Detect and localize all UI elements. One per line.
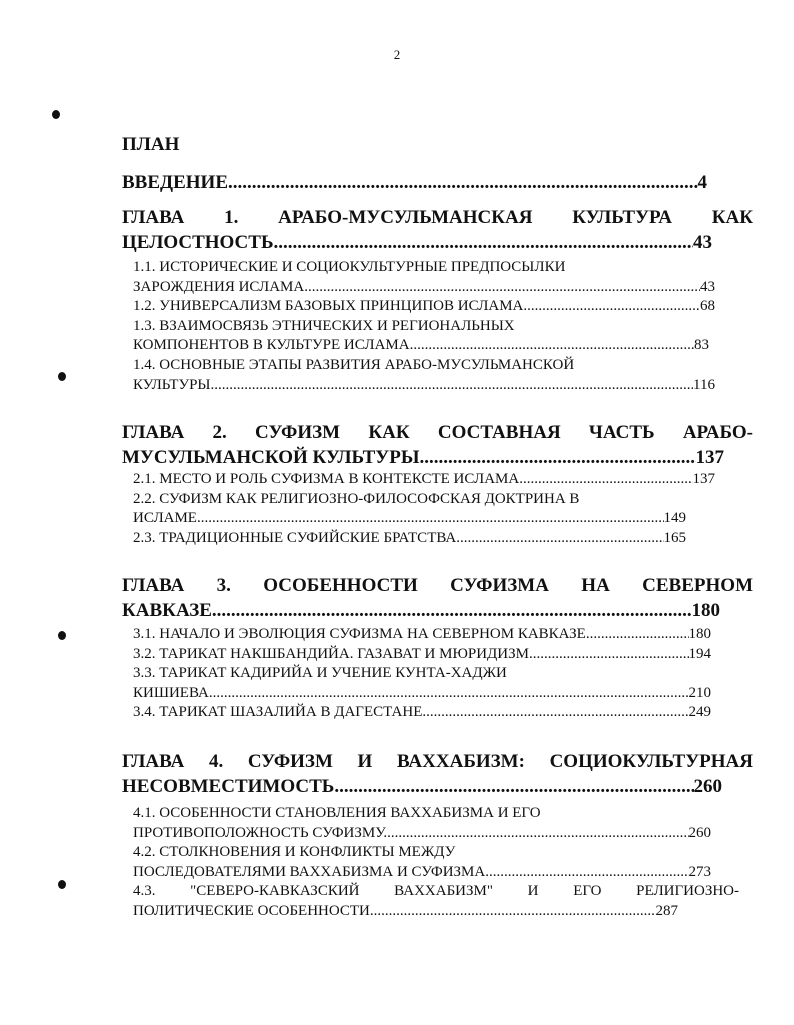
section-entry: ПОЛИТИЧЕСКИЕ ОСОБЕННОСТИ ..... 287	[133, 902, 678, 922]
section-page: 260	[688, 824, 711, 841]
section-entry: 3.4. ТАРИКАТ ШАЗАЛИЙА В ДАГЕСТАНЕ ..... 249	[133, 703, 711, 723]
chapter-sections	[133, 804, 739, 922]
section-entry: ПОСЛЕДОВАТЕЛЯМИ ВАХХАБИЗМА И СУФИЗМА ..... 273	[133, 863, 711, 883]
section-entry: ПРОТИВОПОЛОЖНОСТЬ СУФИЗМУ ..... 260	[133, 824, 711, 844]
chapter-heading-tail: МУСУЛЬМАНСКОЙ КУЛЬТУРЫ ..... 137	[122, 445, 724, 470]
section-page: 165	[663, 529, 686, 546]
section-page: 116	[693, 376, 715, 393]
section-entry: ЗАРОЖДЕНИЯ ИСЛАМА ..... 43	[133, 278, 715, 298]
chapter-page: 137	[695, 447, 724, 468]
section-page: 43	[700, 278, 715, 295]
section-entry: 2.1. МЕСТО И РОЛЬ СУФИЗМА В КОНТЕКСТЕ ИСЛАМА ..... 137	[133, 470, 715, 490]
chapter-heading	[122, 420, 753, 470]
section-entry: КУЛЬТУРЫ ..... 116	[133, 376, 715, 396]
section-entry: 3.2. ТАРИКАТ НАКШБАНДИЙА. ГАЗАВАТ И МЮРИДИЗМ ..... 194	[133, 645, 711, 665]
section-entry: КОМПОНЕНТОВ В КУЛЬТУРЕ ИСЛАМА ..... 83	[133, 336, 709, 356]
margin-dot	[58, 880, 66, 889]
section-entry: 2.3. ТРАДИЦИОННЫЕ СУФИЙСКИЕ БРАТСТВА ..... 165	[133, 529, 686, 549]
margin-dot	[52, 110, 60, 119]
intro-label: ВВЕДЕНИЕ .....	[122, 172, 698, 194]
section-title: 3.3. ТАРИКАТ КАДИРИЙА И УЧЕНИЕ КУНТА-ХАДЖИ	[133, 665, 507, 682]
margin-dot	[58, 372, 66, 381]
section-page: 68	[700, 298, 715, 315]
chapter-heading-line: ГЛАВА 4. СУФИЗМ И ВАХХАБИЗМ: СОЦИОКУЛЬТУРНАЯ	[122, 751, 753, 772]
chapter-heading-tail: ЦЕЛОСТНОСТЬ ..... 43	[122, 230, 712, 255]
section-page: 249	[688, 704, 711, 721]
section-entry: КИШИЕВА ..... 210	[133, 684, 711, 704]
chapter-page: 180	[691, 600, 720, 621]
chapter-sections	[133, 470, 715, 548]
section-title: 4.3. "СЕВЕРО-КАВКАЗСКИЙ ВАХХАБИЗМ" И ЕГО РЕЛИГИОЗНО-	[133, 883, 739, 900]
section-page: 149	[663, 510, 686, 527]
chapter-heading-line: ГЛАВА 1. АРАБО-МУСУЛЬМАНСКАЯ КУЛЬТУРА КАК	[122, 207, 753, 228]
page-number: 2	[393, 47, 401, 62]
intro-entry	[122, 172, 707, 194]
section-entry: 3.1. НАЧАЛО И ЭВОЛЮЦИЯ СУФИЗМА НА СЕВЕРНОМ КАВКАЗЕ ..... 180	[133, 625, 711, 645]
section-page: 137	[692, 471, 715, 487]
chapter-heading	[122, 573, 753, 623]
chapter-sections	[133, 258, 715, 395]
section-page: 273	[688, 863, 711, 880]
chapter-heading-line: ГЛАВА 3. ОСОБЕННОСТИ СУФИЗМА НА СЕВЕРНОМ	[122, 575, 753, 596]
section-title: 4.1. ОСОБЕННОСТИ СТАНОВЛЕНИЯ ВАХХАБИЗМА И ЕГО	[133, 805, 541, 821]
section-title: 1.4. ОСНОВНЫЕ ЭТАПЫ РАЗВИТИЯ АРАБО-МУСУЛЬМАНСКОЙ	[133, 356, 575, 373]
chapter-heading-tail: НЕСОВМЕСТИМОСТЬ ..... 260	[122, 774, 722, 799]
chapter-heading	[122, 749, 753, 799]
section-page: 180	[688, 626, 711, 642]
chapter-heading-tail: КАВКАЗЕ ..... 180	[122, 598, 720, 623]
section-title: 4.2. СТОЛКНОВЕНИЯ И КОНФЛИКТЫ МЕЖДУ	[133, 844, 456, 861]
margin-dot	[58, 631, 66, 640]
intro-page: 4	[697, 172, 707, 193]
chapter-page: 43	[693, 232, 712, 253]
section-page: 287	[655, 902, 678, 919]
chapter-heading-line: ГЛАВА 2. СУФИЗМ КАК СОСТАВНАЯ ЧАСТЬ АРАБО-	[122, 422, 753, 443]
section-title: 1.3. ВЗАИМОСВЯЗЬ ЭТНИЧЕСКИХ И РЕГИОНАЛЬНЫХ	[133, 317, 515, 334]
chapter-heading	[122, 205, 753, 255]
section-title: 2.2. СУФИЗМ КАК РЕЛИГИОЗНО-ФИЛОСОФСКАЯ ДОКТРИНА В	[133, 490, 580, 507]
section-page: 194	[688, 645, 711, 662]
section-page: 210	[688, 684, 711, 701]
section-title: 1.1. ИСТОРИЧЕСКИЕ И СОЦИОКУЛЬТУРНЫЕ ПРЕДПОСЫЛКИ	[133, 259, 566, 275]
section-entry: 1.2. УНИВЕРСАЛИЗМ БАЗОВЫХ ПРИНЦИПОВ ИСЛАМА ..... 68	[133, 297, 715, 317]
section-page: 83	[694, 337, 709, 354]
plan-title: ПЛАН	[122, 134, 180, 155]
chapter-sections	[133, 625, 715, 723]
section-entry: ИСЛАМЕ ..... 149	[133, 509, 686, 529]
chapter-page: 260	[693, 776, 722, 797]
